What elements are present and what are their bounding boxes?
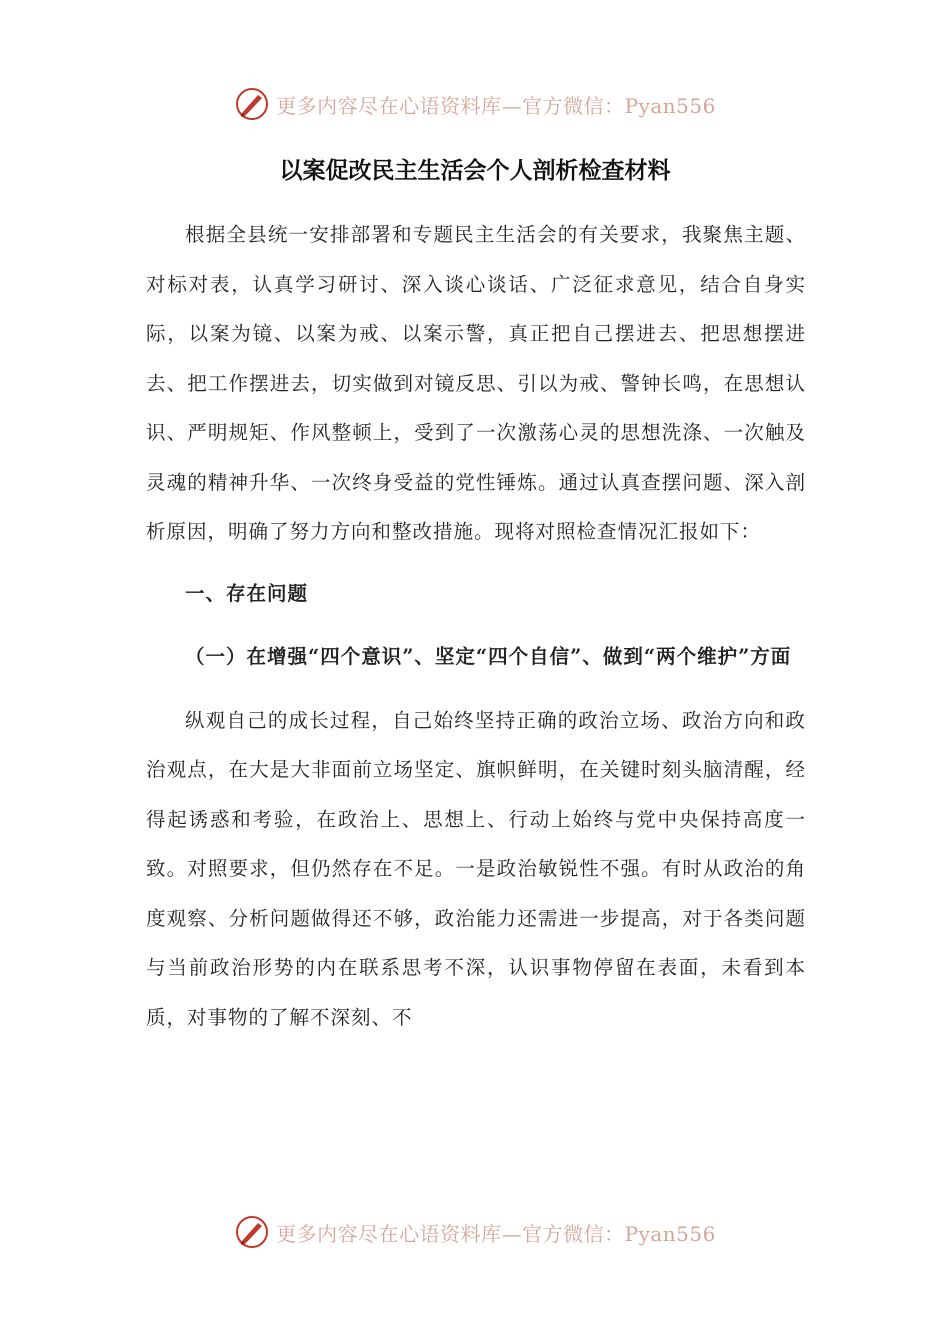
subsection-heading-four-consciousness: （一）在增强“四个意识”、坚定“四个自信”、做到“两个维护”方面 xyxy=(185,645,792,668)
document-title: 以案促改民主生活会个人剖析检查材料 xyxy=(279,157,671,184)
header-watermark-banner xyxy=(0,84,950,124)
watermark-text: 更多内容尽在心语资料库—官方微信：Pyan556 xyxy=(276,1221,716,1246)
section-heading-problems: 一、存在问题 xyxy=(185,581,309,605)
document-body xyxy=(146,210,806,1042)
intro-paragraph: 根据全县统一安排部署和专题民主生活会的有关要求，我聚焦主题、对标对表，认真学习研讨、深入谈心谈话、广泛征求意见，结合自身实际，以案为镜、以案为戒、以案示警，真正把自己摆进去、把思想摆进去、把工作摆进去，切实做到对镜反思、引以为戒、警钟长鸣，在思想认识、严明规矩、作风整顿上，受到了一次激荡心灵的思想洗涤、一次触及灵魂的精神升华、一次终身受益的党性锤炼。通过认真查摆问题、深入剖析原因，明确了努力方向和整改措施。现将对照检查情况汇报如下： xyxy=(146,223,806,543)
watermark-text: 更多内容尽在心语资料库—官方微信：Pyan556 xyxy=(276,93,716,118)
pen-logo-icon xyxy=(234,1214,270,1250)
pen-logo-icon xyxy=(234,86,270,122)
body-paragraph: 纵观自己的成长过程，自己始终坚持正确的政治立场、政治方向和政治观点，在大是大非面前立场坚定、旗帜鲜明，在关键时刻头脑清醒，经得起诱惑和考验，在政治上、思想上、行动上始终与党中央保持高度一致。对照要求，但仍然存在不足。一是政治敏锐性不强。有时从政治的角度观察、分析问题做得还不够，政治能力还需进一步提高，对于各类问题与当前政治形势的内在联系思考不深，认识事物停留在表面，未看到本质，对事物的了解不深刻、不 xyxy=(146,708,806,1029)
footer-watermark-banner xyxy=(0,1212,950,1252)
